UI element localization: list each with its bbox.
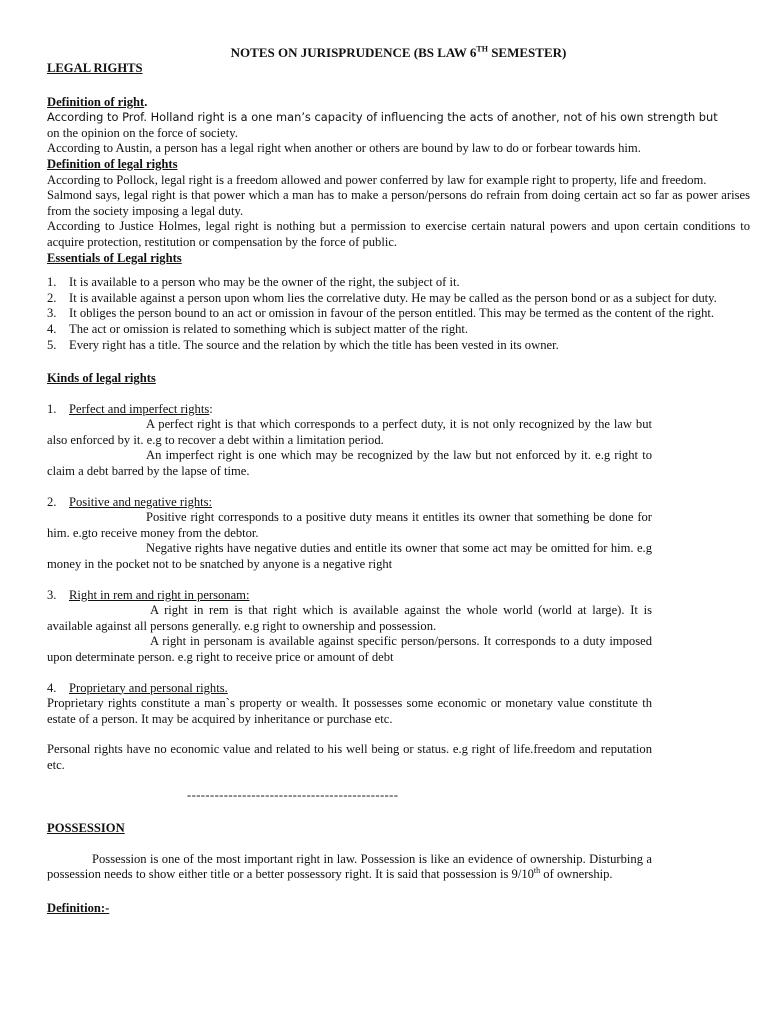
kind-label: Right in rem and right in personam:: [69, 587, 250, 602]
holland-text: According to Prof. Holland right is a one man’s capacity of influencing the acts of another, not of his own strength but: [47, 110, 718, 125]
holland-text-tail: on the opinion on the force of society.: [47, 125, 238, 140]
kind-paragraph: A right in rem is that right which is available against the whole world (world at large). It is available against all persons generally. e.g right to ownership and possession.: [47, 603, 652, 633]
kind-label-suffix: :: [209, 401, 213, 416]
document-page: [47, 44, 750, 917]
page-title: [47, 44, 750, 61]
title-text: NOTES ON JURISPRUDENCE (BS LAW 6: [230, 45, 477, 60]
essential-item: [47, 322, 724, 338]
definition-of-right-line: [47, 95, 750, 111]
title-text-end: SEMESTER): [487, 45, 567, 60]
kind-number: 4.: [47, 680, 57, 695]
possession-paragraph: [47, 852, 652, 883]
possession-definition-heading: Definition:-: [47, 900, 110, 915]
kinds-heading: Kinds of legal rights: [47, 371, 156, 386]
kind-rem-personam: [47, 588, 652, 666]
kind-paragraph: Negative rights have negative duties and entitle its owner that some act may be omitted for him. e.g money in the pocket not to be snatched by anyone is a negative right: [47, 541, 652, 572]
kind-label: Perfect and imperfect rights: [69, 401, 210, 416]
kind-positive-negative: [47, 495, 652, 573]
possession-text-end: of ownership.: [540, 867, 613, 882]
austin-paragraph: According to Austin, a person has a legal right when another or others are bound by law to do or forbear towards him.: [47, 141, 641, 156]
kind-paragraph: A right in personam is available against specific person/persons. It corresponds to a duty imposed upon determinate person. e.g right to receive price or amount of debt: [47, 634, 652, 664]
essential-item: [47, 291, 724, 307]
essential-number: 4.: [47, 321, 57, 336]
kind-heading: [47, 402, 652, 418]
possession-superscript: th: [533, 866, 541, 876]
kind-heading: [47, 495, 652, 511]
holmes-paragraph: According to Justice Holmes, legal right is nothing but a permission to exercise certain natural powers and upon certain conditions to acquire protection, restitution or compensation by the force of public.: [47, 219, 750, 249]
essentials-list: [47, 275, 750, 353]
essential-item: [47, 338, 724, 354]
essential-number: 2.: [47, 290, 57, 305]
essentials-heading: Essentials of Legal rights: [47, 250, 182, 265]
kind-paragraph: Personal rights have no economic value and related to his well being or status. e.g right of life.freedom and reputation etc.: [47, 742, 652, 772]
kind-proprietary-personal: [47, 681, 652, 774]
pollock-paragraph: According to Pollock, legal right is a freedom allowed and power conferred by law for example right to property, life and freedom.: [47, 172, 707, 187]
kind-heading: [47, 588, 652, 604]
definition-legal-rights-heading: Definition of legal rights: [47, 156, 178, 171]
essential-number: 1.: [47, 275, 57, 290]
essential-item: [47, 275, 724, 291]
kind-number: 2.: [47, 494, 57, 509]
definition-dot: .: [144, 94, 148, 109]
kind-heading: [47, 681, 652, 697]
kind-paragraph: A perfect right is that which corresponds to a perfect duty, it is not only recognized by the law but also enforced by it. e.g to recover a debt within a limitation period.: [47, 417, 652, 447]
title-superscript: TH: [476, 44, 488, 54]
essential-number: 5.: [47, 337, 57, 352]
kind-paragraph: Positive right corresponds to a positive duty means it entitles its owner that something be done for him. e.gto receive money from the debtor.: [47, 510, 652, 540]
possession-text: Possession is one of the most important right in law. Possession is like an evidence of ownership. Disturbing a possession needs to show either title or a better possessory right. It is said that possession is 9/10: [47, 851, 652, 882]
kind-number: 3.: [47, 587, 57, 602]
section-separator: ----------------------------------------------: [187, 787, 399, 802]
kind-perfect-imperfect: [47, 402, 652, 480]
definition-of-right-heading: Definition of right: [47, 94, 145, 109]
essential-text: It obliges the person bound to an act or omission in favour of the person entitled. This may be termed as the content of the right.: [69, 306, 715, 321]
kind-label: Proprietary and personal rights.: [69, 680, 228, 695]
kind-paragraph: Proprietary rights constitute a man`s property or wealth. It possesses some economic or monetary value constitute th estate of a person. It may be acquired by inheritance or purchase etc.: [47, 696, 652, 726]
kind-paragraph: An imperfect right is one which may be recognized by the law but not enforced by it. e.g right to claim a debt barred by the lapse of time.: [47, 448, 652, 479]
essential-item: [47, 306, 724, 322]
essential-text: Every right has a title. The source and the relation by which the title has been vested in its owner.: [69, 337, 559, 352]
essential-text: It is available against a person upon whom lies the correlative duty. He may be called as the person bond or as a subject for duty.: [69, 290, 717, 305]
kind-number: 1.: [47, 401, 57, 416]
kind-label: Positive and negative rights:: [69, 494, 213, 509]
holland-paragraph: [47, 110, 750, 141]
possession-heading: POSSESSION: [47, 821, 125, 836]
salmond-paragraph: Salmond says, legal right is that power which a man has to make a person/persons do refrain from doing certain act so far as power arises from the society imposing a legal duty.: [47, 188, 750, 218]
essential-text: The act or omission is related to something which is subject matter of the right.: [69, 321, 469, 336]
essential-number: 3.: [47, 306, 57, 321]
essential-text: It is available to a person who may be the owner of the right, the subject of it.: [69, 275, 460, 290]
legal-rights-heading: LEGAL RIGHTS: [47, 61, 143, 75]
